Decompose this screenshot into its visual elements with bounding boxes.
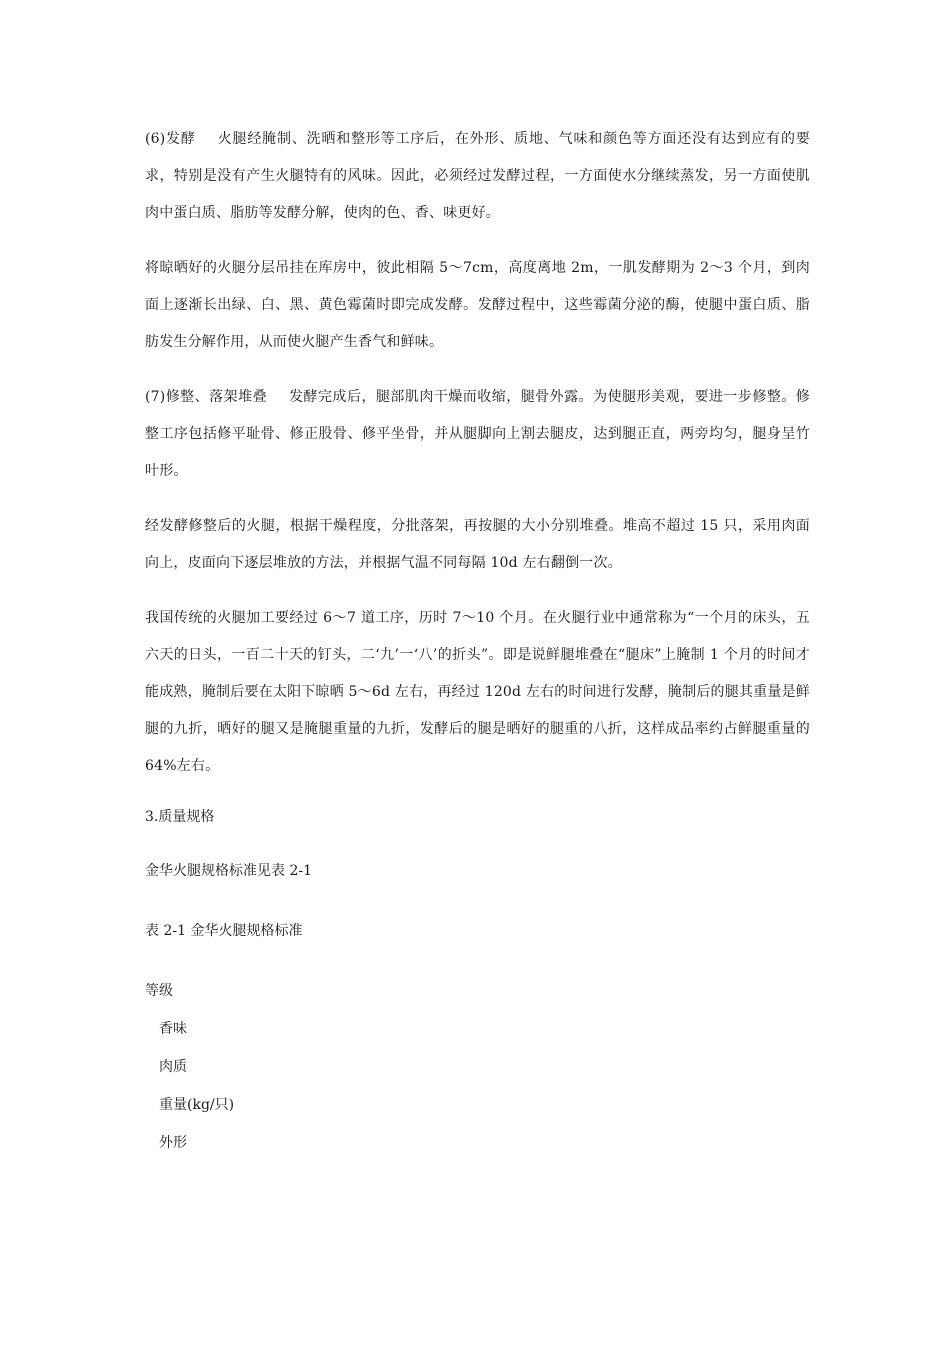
paragraph-trimming [145,379,810,490]
paragraph-text: 发酵完成后，腿部肌肉干燥而收缩，腿骨外露。为使腿形美观，要进一步修整。修整工序包括修平耻骨、修正股骨、修平坐骨，并从腿脚向上割去腿皮，达到腿正直，两旁均匀，腿身呈竹叶形。 [145,389,810,479]
table-reference: 金华火腿规格标准见表 2-1 [145,863,312,879]
paragraph-traditional-process [145,600,810,785]
attribute-item: 香味 [159,1021,187,1037]
paragraph-stacking [145,508,810,582]
table-caption: 表 2-1 金华火腿规格标准 [145,923,303,939]
attribute-item: 肉质 [159,1059,187,1075]
paragraph-text: 火腿经腌制、洗晒和整形等工序后，在外形、质地、气味和颜色等方面还没有达到应有的要求，特别是没有产生火腿特有的风味。因此，必须经过发酵过程，一方面使水分继续蒸发，另一方面使肌肉中蛋白质、脂肪等发酵分解，使肉的色、香、味更好。 [145,131,810,221]
attribute-item: 外形 [159,1135,187,1151]
paragraph-lead: (7)修整、落架堆叠 [145,389,268,405]
paragraph-lead: (6)发酵 [145,131,196,147]
document-body [145,121,810,1171]
paragraph-fermentation [145,121,810,232]
paragraph-text: 经发酵修整后的火腿，根据干燥程度，分批落架，再按腿的大小分别堆叠。堆高不超过 15 只，采用肉面向上，皮面向下逐层堆放的方法，并根据气温不同每隔 10d 左右翻倒一次。 [145,518,810,571]
attribute-list [159,1019,810,1153]
grade-label: 等级 [145,983,173,999]
attribute-item: 重量(kg/只) [159,1097,235,1113]
section-heading: 3.质量规格 [145,809,215,825]
paragraph-text: 将晾晒好的火腿分层吊挂在库房中，彼此相隔 5～7cm，高度离地 2m，一肌发酵期为 2～3 个月，到肉面上逐渐长出绿、白、黑、黄色霉菌时即完成发酵。发酵过程中，这些霉菌分泌的酶，使腿中蛋白质、脂肪发生分解作用，从而使火腿产生香气和鲜味。 [145,260,810,350]
paragraph-text: 我国传统的火腿加工要经过 6～7 道工序，历时 7～10 个月。在火腿行业中通常称为“一个月的床头，五六天的日头，一百二十天的钉头，二‘九’一‘八’的折头”。即是说鲜腿堆叠在“腿床”上腌制 1 个月的时间才能成熟，腌制后要在太阳下晾晒 5～6d 左右，再经过 120d 左右的时间进行发酵，腌制后的腿其重量是鲜腿的九折，晒好的腿又是腌腿重量的九折，发酵后的腿是晒好的腿重的八折，这样成品率约占鲜腿重量的 64%左右。 [145,610,810,774]
paragraph-hanging [145,250,810,361]
